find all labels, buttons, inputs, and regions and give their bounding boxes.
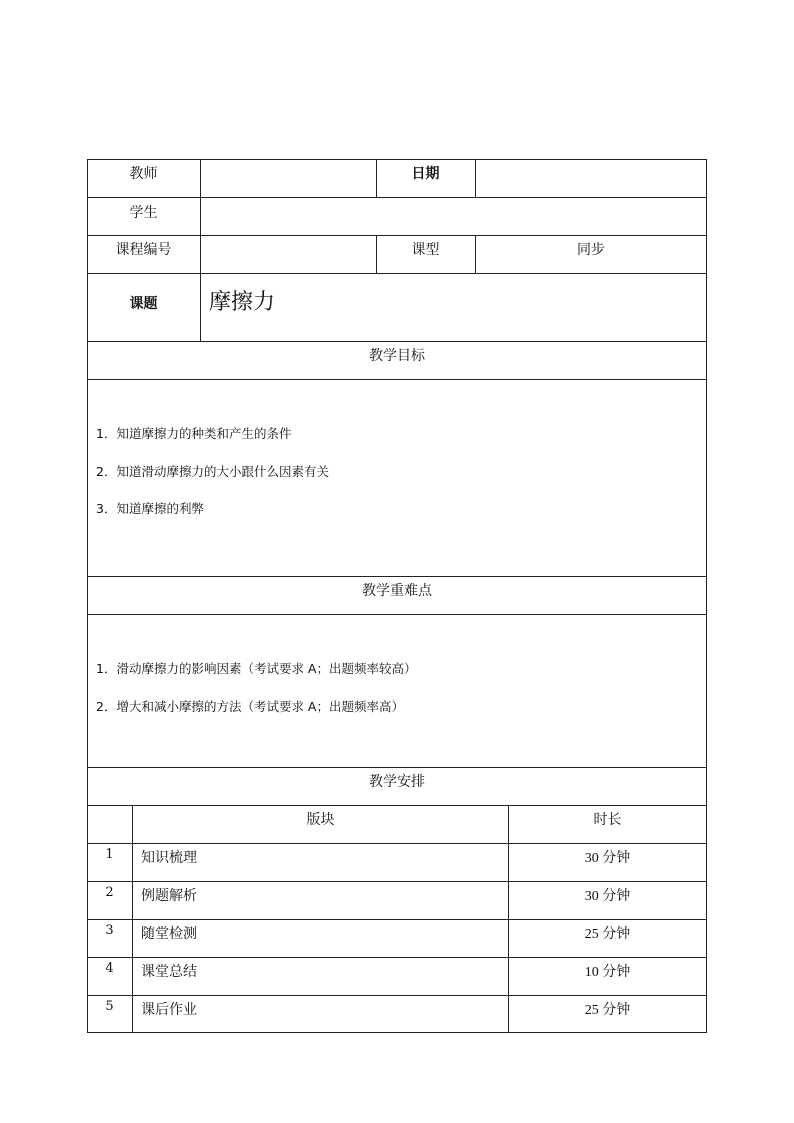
course-type-label: 课型 xyxy=(411,242,440,258)
row-number: 2 xyxy=(105,885,114,900)
list-item: 1．知道摩擦力的种类和产生的条件 xyxy=(96,426,292,441)
list-item: 1．滑动摩擦力的影响因素（考试要求 A；出题频率较高） xyxy=(96,661,417,676)
row-duration: 30 分钟 xyxy=(584,851,631,866)
course-row xyxy=(87,235,707,273)
student-row xyxy=(87,197,707,235)
table-row xyxy=(87,995,707,1032)
teacher-row xyxy=(87,159,707,197)
schedule-columns xyxy=(87,805,707,843)
key-points-header xyxy=(87,576,707,614)
row-duration: 30 分钟 xyxy=(584,889,631,904)
row-duration: 10 分钟 xyxy=(584,965,631,980)
objectives-header xyxy=(87,341,707,379)
teacher-label: 教师 xyxy=(129,166,158,182)
row-section: 知识梳理 xyxy=(141,850,197,866)
student-label: 学生 xyxy=(129,205,158,221)
objectives-title: 教学目标 xyxy=(369,348,425,364)
key-points-content xyxy=(87,614,707,767)
border xyxy=(87,1032,707,1033)
column-header-section: 版块 xyxy=(306,812,335,828)
table-row xyxy=(87,881,707,919)
row-duration: 25 分钟 xyxy=(584,1003,631,1018)
schedule-header xyxy=(87,767,707,805)
topic-row xyxy=(87,273,707,341)
schedule-title: 教学安排 xyxy=(369,774,425,790)
table-row xyxy=(87,919,707,957)
row-section: 例题解析 xyxy=(141,888,197,904)
row-number: 5 xyxy=(105,999,114,1014)
row-section: 课堂总结 xyxy=(141,964,197,980)
row-section: 随堂检测 xyxy=(141,926,197,942)
row-number: 4 xyxy=(105,961,114,976)
row-number: 1 xyxy=(105,847,114,862)
course-no-label: 课程编号 xyxy=(115,242,172,258)
row-number: 3 xyxy=(105,923,114,938)
student-field[interactable] xyxy=(201,197,706,235)
lesson-plan-table xyxy=(87,159,707,1033)
teacher-field[interactable] xyxy=(201,159,376,197)
objectives-content xyxy=(87,379,707,576)
key-points-title: 教学重难点 xyxy=(362,583,432,599)
topic-value: 摩擦力 xyxy=(209,290,276,315)
row-duration: 25 分钟 xyxy=(584,927,631,942)
course-type-value: 同步 xyxy=(577,242,605,258)
table-row xyxy=(87,957,707,995)
date-label: 日期 xyxy=(411,166,440,182)
column-header-duration: 时长 xyxy=(593,812,622,828)
list-item: 3．知道摩擦的利弊 xyxy=(96,501,204,516)
list-item: 2．增大和减小摩擦的方法（考试要求 A；出题频率高） xyxy=(96,699,404,714)
course-no-field[interactable] xyxy=(201,235,376,273)
date-field[interactable] xyxy=(476,159,706,197)
row-section: 课后作业 xyxy=(141,1002,197,1018)
topic-label: 课题 xyxy=(129,296,158,312)
list-item: 2．知道滑动摩擦力的大小跟什么因素有关 xyxy=(96,464,329,479)
table-row xyxy=(87,843,707,881)
